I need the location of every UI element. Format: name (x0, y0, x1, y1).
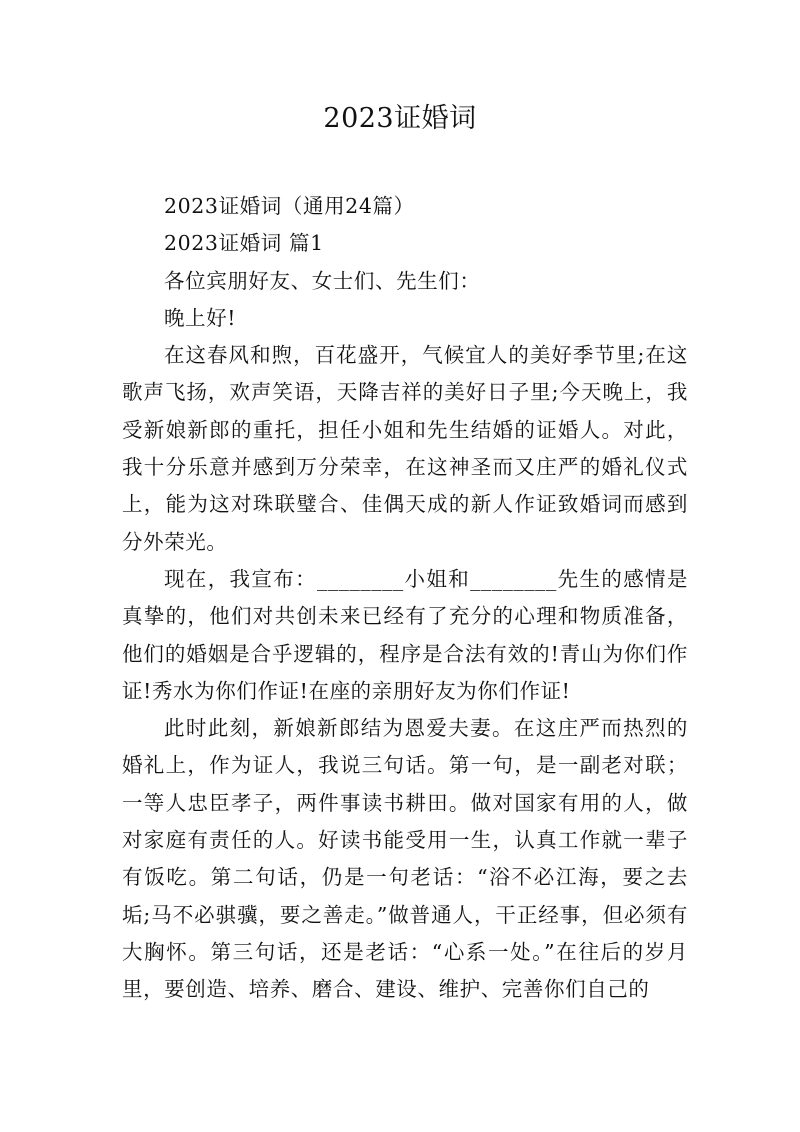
document-body (122, 188, 688, 1009)
greeting-paragraph: 晚上好! (164, 305, 237, 330)
section-heading: 2023证婚词 篇1 (164, 231, 324, 256)
salutation-paragraph: 各位宾朋好友、女士们、先生们： (164, 268, 481, 293)
page-title: 2023证婚词 (323, 103, 477, 134)
body-paragraph: 现在，我宣布：________小姐和________先生的感情是真挚的，他们对共创未来已经有了充分的心理和物质准备，他们的婚姻是合乎逻辑的，程序是合法有效的!青山为你们作证!秀水为你们作证!在座的亲朋好友为你们作证! (122, 566, 688, 703)
body-paragraph: 此时此刻，新娘新郎结为恩爱夫妻。在这庄严而热烈的婚礼上，作为证人，我说三句话。第一句，是一副老对联；一等人忠臣孝子，两件事读书耕田。做对国家有用的人，做对家庭有责任的人。好读书能受用一生，认真工作就一辈子有饭吃。第二句话，仍是一句老话：“浴不必江海，要之去垢;马不必骐骥，要之善走。”做普通人，干正经事，但必须有大胸怀。第三句话，还是老话：“心系一处。”在往后的岁月里，要创造、培养、磨合、建设、维护、完善你们自己的 (122, 716, 688, 1002)
body-paragraph: 在这春风和煦，百花盛开，气候宜人的美好季节里;在这歌声飞扬，欢声笑语，天降吉祥的美好日子里;今天晚上，我受新娘新郎的重托，担任小姐和先生结婚的证婚人。对此，我十分乐意并感到万分荣幸，在这神圣而又庄严的婚礼仪式上，能为这对珠联璧合、佳偶天成的新人作证致婚词而感到分外荣光。 (122, 343, 688, 554)
subtitle-paragraph: 2023证婚词（通用24篇） (164, 194, 415, 218)
